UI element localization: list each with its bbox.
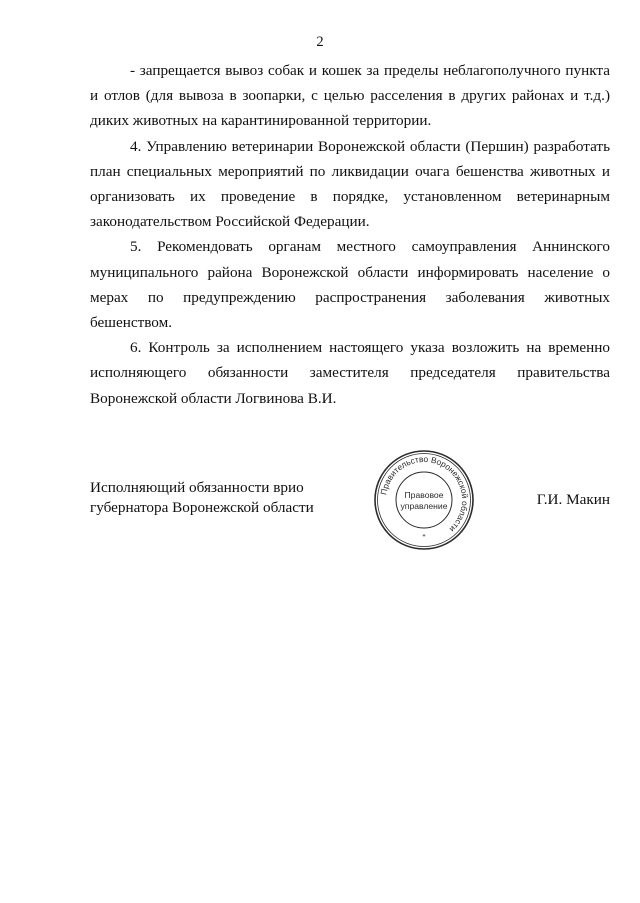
paragraph-restrictions: - запрещается вывоз собак и кошек за пределы неблагополучного пункта и отлов (для вывоза в зоопарки, с целью расселения в других районах и т.д.) диких животных на карантинированной территории.	[90, 62, 610, 130]
signatory-title-line-2: губернатора Воронежской области	[90, 499, 314, 516]
signatory-title-line-1: Исполняющий обязанности врио	[90, 479, 304, 496]
seal-star-icon: *	[422, 533, 426, 541]
paragraph-item-6: 6. Контроль за исполнением настоящего указа возложить на временно исполняющего обязанности заместителя председателя правительства Воронежской области Логвинова В.И.	[90, 339, 610, 407]
signatory-name: Г.И. Макин	[536, 491, 610, 508]
paragraph-item-5: 5. Рекомендовать органам местного самоуправления Аннинского муниципального района Воронежской области информировать население о мерах по предупреждению распространения заболевания животных бешенством.	[90, 238, 610, 332]
page-number: 2	[316, 34, 324, 50]
seal-ring-text: Правительство Воронежской области	[378, 453, 471, 535]
seal-center-line-1: Правовое	[404, 490, 444, 500]
official-seal-icon	[372, 448, 476, 552]
document-body	[90, 58, 610, 411]
signatory-title	[90, 478, 350, 518]
paragraph-item-4: 4. Управлению ветеринарии Воронежской области (Першин) разработать план специальных мероприятий по ликвидации очага бешенства животных и организовать их проведение в порядке, установленном ветеринарным законодательством Российской Федерации.	[90, 137, 610, 231]
seal-center-line-2: управление	[400, 501, 448, 511]
